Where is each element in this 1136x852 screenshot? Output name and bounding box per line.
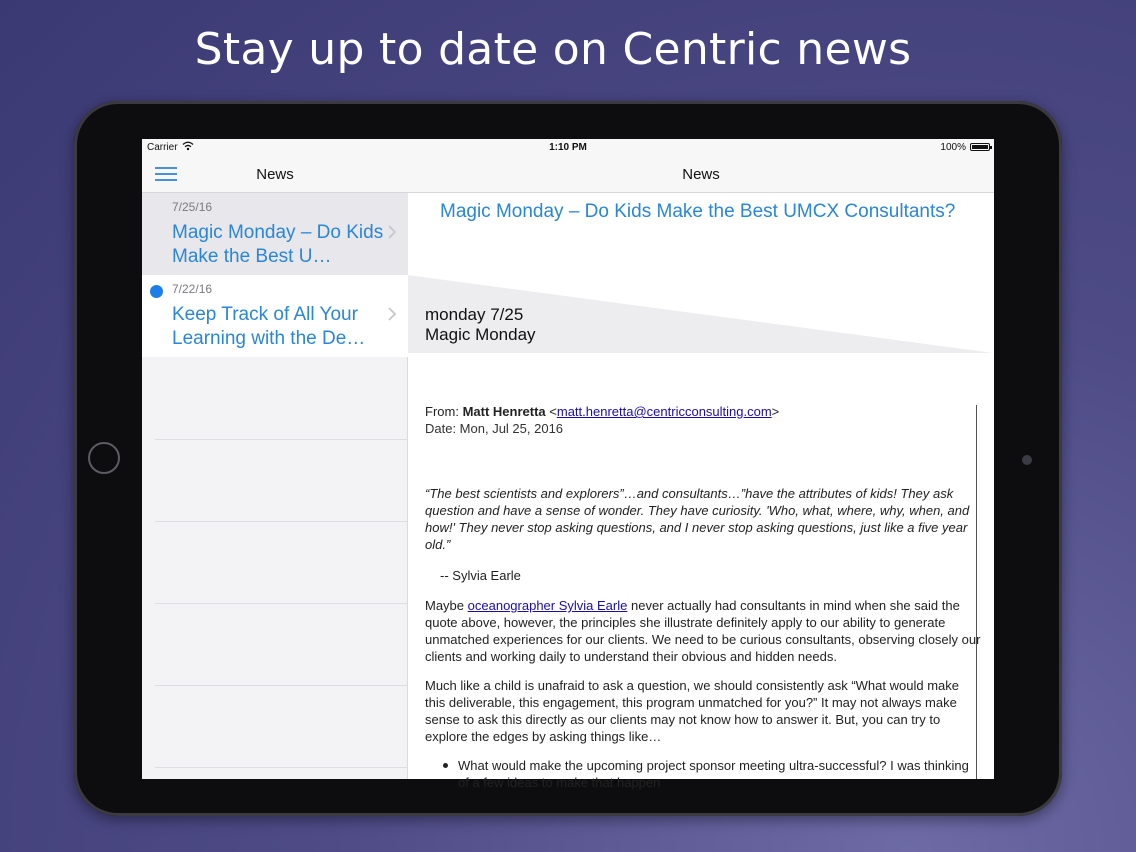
news-item-title: Magic Monday – Do Kids Make the Best U… bbox=[172, 222, 384, 267]
carrier-label: Carrier bbox=[147, 142, 178, 153]
news-list-item[interactable] bbox=[142, 275, 408, 357]
unread-indicator bbox=[150, 285, 163, 298]
list-separator bbox=[155, 767, 408, 768]
paragraph-prefix: Maybe bbox=[425, 598, 465, 613]
paragraph bbox=[425, 597, 981, 665]
clock: 1:10 PM bbox=[549, 142, 587, 153]
status-bar bbox=[142, 139, 994, 157]
detail-nav-bar bbox=[408, 157, 994, 193]
from-label: From: bbox=[425, 404, 459, 419]
paragraph: Much like a child is unafraid to ask a question, we should consistently ask “What would make this deliverable, this engagement, this program unmatched for you?” It may not always make sense to ask this directly as our clients may not know how to answer it. But, you can try to explore the edges by asking things like… bbox=[425, 678, 959, 744]
subhead-line: Magic Monday bbox=[425, 325, 536, 344]
battery-percent: 100% bbox=[940, 142, 966, 153]
home-button[interactable] bbox=[88, 442, 120, 474]
date-line: Date: Mon, Jul 25, 2016 bbox=[425, 421, 564, 436]
bullet-text: What would make the upcoming project sponsor meeting ultra-successful? I was thinking of a few ideas to make that happen bbox=[458, 758, 969, 790]
from-email-link[interactable]: matt.henretta@centricconsulting.com bbox=[556, 404, 772, 419]
article-detail bbox=[408, 157, 994, 790]
subhead-line: monday 7/25 bbox=[425, 305, 524, 324]
from-name: Matt Henretta bbox=[462, 404, 546, 419]
promo-headline: Stay up to date on Centric news bbox=[194, 24, 912, 75]
list-separator bbox=[155, 685, 408, 686]
sidebar-title: News bbox=[256, 166, 294, 183]
sylvia-earle-link[interactable]: oceanographer Sylvia Earle bbox=[467, 598, 628, 613]
quote-text: “The best scientists and explorers”…and consultants…”have the attributes of kids! They ask question and have a sense of wonder. They have curiosity. 'Who, what, where, why, when, and how!' They never stop asking questions, and I never stop asking questions, just like a five year old.” bbox=[425, 486, 970, 552]
camera-icon bbox=[1022, 455, 1032, 465]
list-separator bbox=[155, 603, 408, 604]
quote-attribution: -- Sylvia Earle bbox=[440, 568, 521, 583]
bullet-dot bbox=[443, 763, 448, 768]
news-item-date: 7/25/16 bbox=[172, 200, 213, 214]
chevron-right-icon bbox=[388, 225, 396, 239]
email-body bbox=[425, 403, 981, 790]
lt-bracket: < bbox=[549, 404, 557, 419]
news-item-title: Keep Track of All Your Learning with the De… bbox=[172, 304, 366, 349]
news-list-item[interactable] bbox=[142, 193, 408, 275]
news-item-date: 7/22/16 bbox=[172, 282, 213, 296]
from-line bbox=[425, 403, 981, 420]
tablet-screen bbox=[142, 139, 994, 790]
list-separator bbox=[155, 439, 408, 440]
battery-icon bbox=[970, 143, 990, 151]
chevron-right-icon bbox=[388, 307, 396, 321]
article-title: Magic Monday – Do Kids Make the Best UMCX Consultants? bbox=[440, 201, 956, 222]
detail-nav-title: News bbox=[682, 166, 720, 183]
paragraph-rest: never actually had consultants in mind when she said the quote above, however, the principles she illustrate definitely apply to our ability to generate unmatched experiences for our clients. We need to be curious consultants, observing closely our clients and working daily to understand their obvious and hidden needs. bbox=[425, 598, 981, 664]
list-separator bbox=[155, 521, 408, 522]
article-subhead bbox=[425, 305, 536, 345]
sidebar-nav-bar bbox=[142, 157, 408, 193]
news-sidebar bbox=[142, 157, 408, 779]
gt-bracket: > bbox=[771, 404, 780, 419]
